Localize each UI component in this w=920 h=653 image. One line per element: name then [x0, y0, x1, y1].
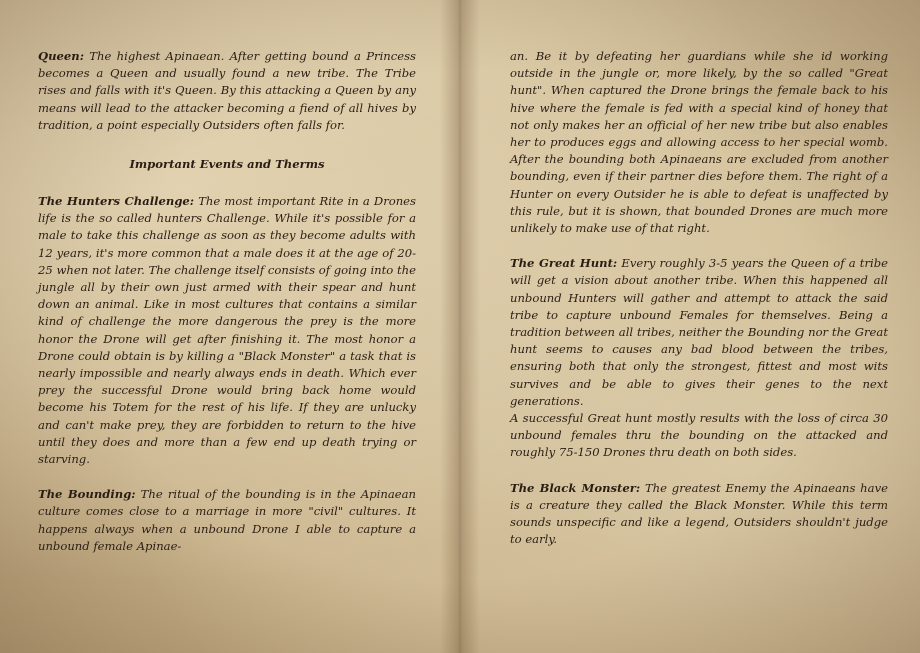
entry-queen — [38, 48, 416, 134]
entry-bounding-continued: an. Be it by defeating her guardians while she id working outside in the jungle or, more likely, by the so called "Great hunt". When captured the Drone brings the female back to his hive where the female is fed with a special kind of honey that not only makes her an official of her new tribe but also enables her to produces eggs and allowing access to her special womb. After the bounding both Apinaeans are excluded from another bounding, even if their partner dies before them. The right of a Hunter on every Outsider he is able to defeat is unaffected by this rule, but it is shown, that bounded Drones are much more unlikely to make use of that right. — [510, 49, 888, 236]
entry-bounding-text: The ritual of the bounding is in the Apinaean culture comes close to a marriage in more "civil" cultures. It happens always when a unbound Drone I able to capture a unbound female Apinae- — [38, 487, 416, 553]
term-bounding: The Bounding: — [38, 487, 136, 502]
term-queen: Queen: — [38, 49, 84, 63]
entry-great-hunt — [510, 255, 888, 410]
term-black-monster: The Black Monster: — [510, 480, 641, 495]
term-great-hunt: The Great Hunt: — [510, 256, 618, 271]
term-hunters-challenge: The Hunters Challenge: — [38, 194, 195, 209]
entry-hunters-challenge — [38, 193, 416, 468]
entry-hunters-challenge-text: The most important Rite in a Drones life is the so called hunters Challenge. While it's possible for a male to take this challenge as soon as they become adults with 12 years, it's more common that a male does it at the age of 20-25 when not later. The challenge itself consists of going into the jungle all by their own just armed with their spear and hunt down an animal. Like in most cultures that contains a similar kind of challenge the more dangerous the prey is the more honor the Drone will get after finishing it. The most honor a Drone could obtain is by killing a "Black Monster" a task that is nearly impossible and nearly always ends in death. Which ever prey the successful Drone would bring back home would become his Totem for the rest of his life. If they are unlucky and can't make prey, they are forbidden to return to the hive until they does and more than a few end up death trying or starving. — [38, 194, 416, 467]
entry-queen-text: The highest Apinaean. After getting bound a Princess becomes a Queen and usually found a new tribe. The Tribe rises and falls with it's Queen. By this attacking a Queen by any means will lead to the attacker becoming a fiend of all hives by tradition, a point especially Outsiders often falls for. — [38, 49, 416, 132]
entry-great-hunt-text-2: A successful Great hunt mostly results with the loss of circa 30 unbound females thru the bounding on the attacked and roughly 75-150 Drones thru death on both sides. — [510, 411, 888, 460]
entry-black-monster-text: The greatest Enemy the Apinaeans have is a creature they called the Black Monster. While this term sounds unspecific and like a legend, Outsiders shouldn't judge to early. — [510, 480, 888, 547]
right-column — [510, 48, 888, 548]
entry-great-hunt-text: Every roughly 3-5 years the Queen of a tribe will get a vision about another tribe. When this happened all unbound Hunters will gather and attempt to attack the said tribe to capture unbound Females for themselves. Being a tradition between all tribes, neither the Bounding nor the Great hunt seems to causes any bad blood between the tribes, ensuring both that only the strongest, fittest and most wits survives and be able to gives their genes to the next generations. — [510, 256, 888, 408]
entry-black-monster — [510, 480, 888, 549]
section-heading: Important Events and Therms — [129, 157, 325, 172]
entry-bounding — [38, 486, 416, 555]
right-page — [460, 0, 920, 653]
left-column — [38, 48, 416, 555]
